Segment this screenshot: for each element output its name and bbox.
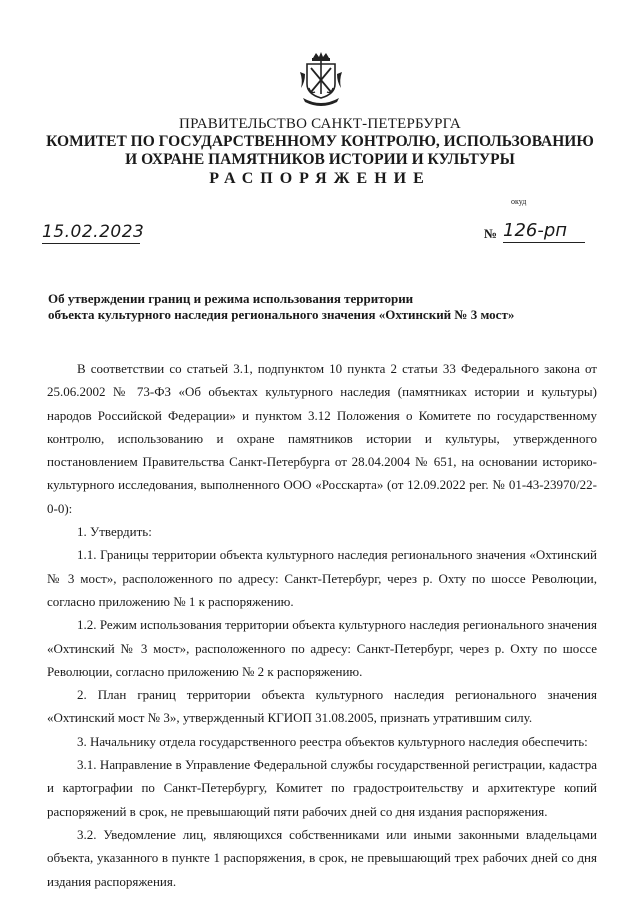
government-title: ПРАВИТЕЛЬСТВО САНКТ-ПЕТЕРБУРГА: [179, 116, 461, 132]
document-number: 126-рп: [503, 220, 585, 243]
subject-line-1: Об утверждении границ и режима использования территории: [48, 291, 414, 306]
okud-label: окуд: [511, 197, 527, 206]
document-type: РАСПОРЯЖЕНИЕ: [209, 170, 431, 187]
body-paragraph: 1.2. Режим использования территории объекта культурного наследия регионального значения «Охтинский № 3 мост», расположенного по адресу: Санкт-Петербург, через р. Охту по шоссе Революции, согласно приложению № 2 к распоряжению.: [47, 617, 597, 679]
number-label: №: [484, 226, 498, 241]
document-body: [47, 357, 597, 893]
committee-title-line-1: КОМИТЕТ ПО ГОСУДАРСТВЕННОМУ КОНТРОЛЮ, ИСПОЛЬЗОВАНИЮ: [46, 133, 594, 150]
body-paragraph: 3.2. Уведомление лиц, являющихся собственниками или иными законными владельцами объекта, указанного в пункте 1 распоряжения, в срок, не превышающий трех рабочих дней со дня издания распоряжения.: [47, 826, 597, 889]
body-paragraph: 1.1. Границы территории объекта культурного наследия регионального значения «Охтинский № 3 мост», расположенного по адресу: Санкт-Петербург, через р. Охту по шоссе Революции, согласно приложению № 1 к распоряжению.: [47, 547, 597, 609]
saint-petersburg-coat-of-arms-icon: [297, 52, 345, 108]
document-date: 15.02.2023: [42, 222, 145, 242]
body-paragraph: 3.1. Направление в Управление Федеральной службы государственной регистрации, кадастра и картографии по Санкт-Петербургу, Комитет по градостроительству и архитектуре копий распоряжений в срок, не превышающий пяти рабочих дней со дня издания распоряжения.: [47, 757, 597, 819]
subject-line-2: объекта культурного наследия регионального значения «Охтинский № 3 мост»: [48, 307, 515, 322]
body-paragraph: В соответствии со статьей 3.1, подпунктом 10 пункта 2 статьи 33 Федерального закона от 25.06.2002 № 73-ФЗ «Об объектах культурного наследия (памятниках истории и культуры) народов Российской Федерации» и пунктом 3.12 Положения о Комитете по государственному контролю, использованию и охране памятников истории и культуры, утвержденного постановлением Правительства Санкт-Петербурга от 28.04.2004 № 651, на основании историко-культурного исследования, выполненного ООО «Росскарта» (от 12.09.2022 рег. № 01-43-23970/22-0-0):: [47, 361, 597, 516]
body-paragraph: 3. Начальнику отдела государственного реестра объектов культурного наследия обеспечить:: [77, 733, 588, 749]
committee-title: [40, 133, 600, 169]
document-subject: [48, 291, 608, 323]
committee-title-line-2: И ОХРАНЕ ПАМЯТНИКОВ ИСТОРИИ И КУЛЬТУРЫ: [125, 151, 515, 168]
body-paragraph: 2. План границ территории объекта культурного наследия регионального значения «Охтинский мост № 3», утвержденный КГИОП 31.08.2005, признать утратившим силу.: [47, 687, 597, 726]
body-paragraph: 1. Утвердить:: [77, 524, 152, 540]
